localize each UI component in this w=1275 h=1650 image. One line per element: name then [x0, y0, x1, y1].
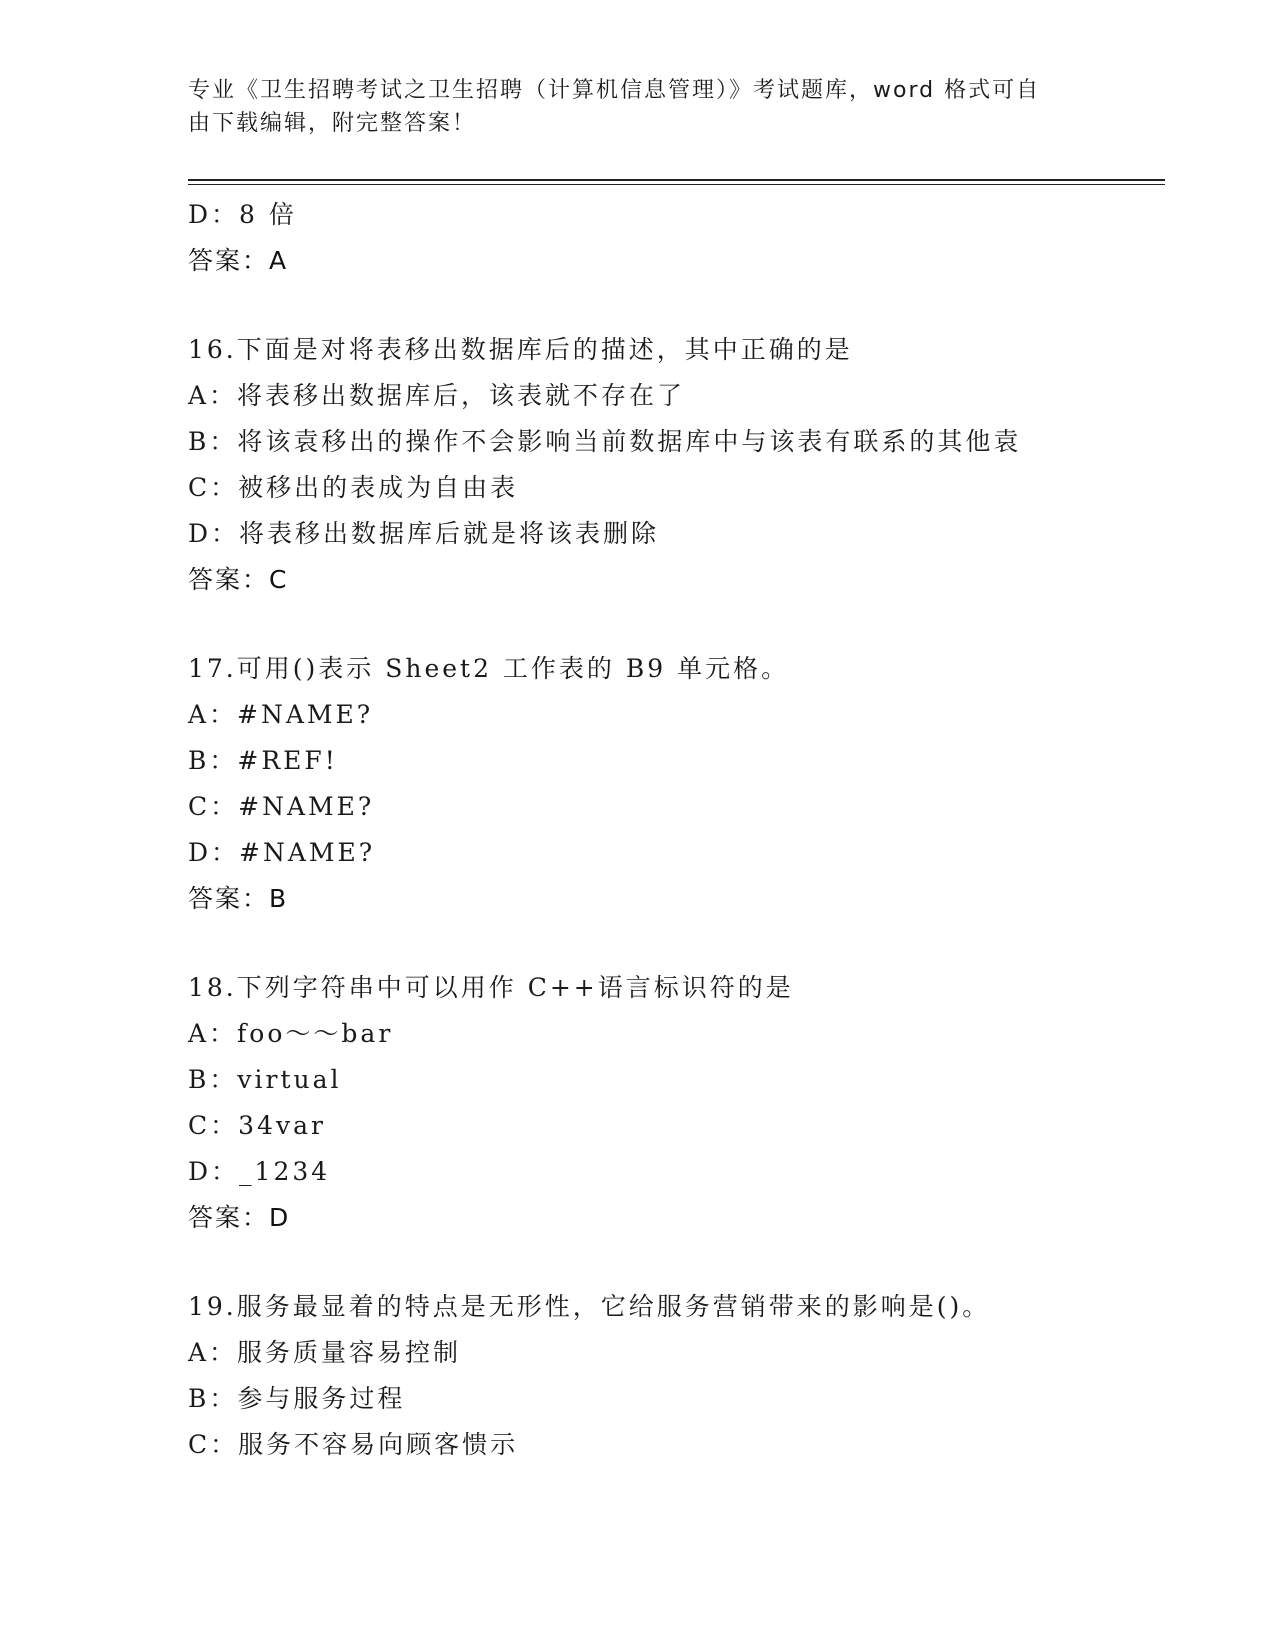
question-19: [188, 1284, 1165, 1468]
question-stem: 16.下面是对将表移出数据库后的描述，其中正确的是: [188, 335, 853, 364]
question-18: [188, 965, 1165, 1241]
question-stem: 17.可用()表示 Sheet2 工作表的 B9 单元格。: [188, 654, 790, 683]
answer-line: 答案：A: [188, 246, 289, 275]
question-stem: 18.下列字符串中可以用作 C++语言标识符的是: [188, 973, 794, 1002]
answer-line: 答案：D: [188, 1203, 291, 1232]
question-list: [188, 192, 1165, 1468]
document-header: [188, 74, 1088, 140]
option-c: C：服务不容易向顾客愦示: [188, 1430, 519, 1459]
answer-line: 答案：C: [188, 565, 289, 594]
header-line-1: 专业《卫生招聘考试之卫生招聘（计算机信息管理）》考试题库，word 格式可自: [188, 78, 1041, 103]
option-d: D：将表移出数据库后就是将该表删除: [188, 519, 660, 548]
option-d: D：_1234: [188, 1157, 331, 1186]
option-c: C：#NAME?: [188, 792, 375, 821]
option-a: A：#NAME?: [188, 700, 374, 729]
option-b: B：virtual: [188, 1065, 342, 1094]
question-16: [188, 327, 1165, 603]
option-a: A：服务质量容易控制: [188, 1338, 462, 1367]
option-d: D：8 倍: [188, 200, 297, 229]
question-stem: 19.服务最显着的特点是无形性，它给服务营销带来的影响是()。: [188, 1292, 991, 1321]
spacer: [188, 1241, 1165, 1284]
header-divider-thin: [188, 184, 1165, 185]
previous-question-tail: [188, 192, 1165, 284]
question-17: [188, 646, 1165, 922]
option-a: A：将表移出数据库后，该表就不存在了: [188, 381, 686, 410]
header-divider-thick: [188, 179, 1165, 181]
answer-line: 答案：B: [188, 884, 289, 913]
spacer: [188, 922, 1165, 965]
option-a: A：foo～～bar: [188, 1019, 394, 1048]
option-b: B：#REF!: [188, 746, 338, 775]
option-c: C：34var: [188, 1111, 326, 1140]
spacer: [188, 284, 1165, 327]
option-b: B：参与服务过程: [188, 1384, 406, 1413]
header-line-2: 由下载编辑，附完整答案！: [188, 111, 477, 136]
option-b: B：将该袁移出的操作不会影响当前数据库中与该表有联系的其他袁: [188, 427, 1022, 456]
option-c: C：被移出的表成为自由表: [188, 473, 519, 502]
spacer: [188, 603, 1165, 646]
option-d: D：#NAME?: [188, 838, 376, 867]
